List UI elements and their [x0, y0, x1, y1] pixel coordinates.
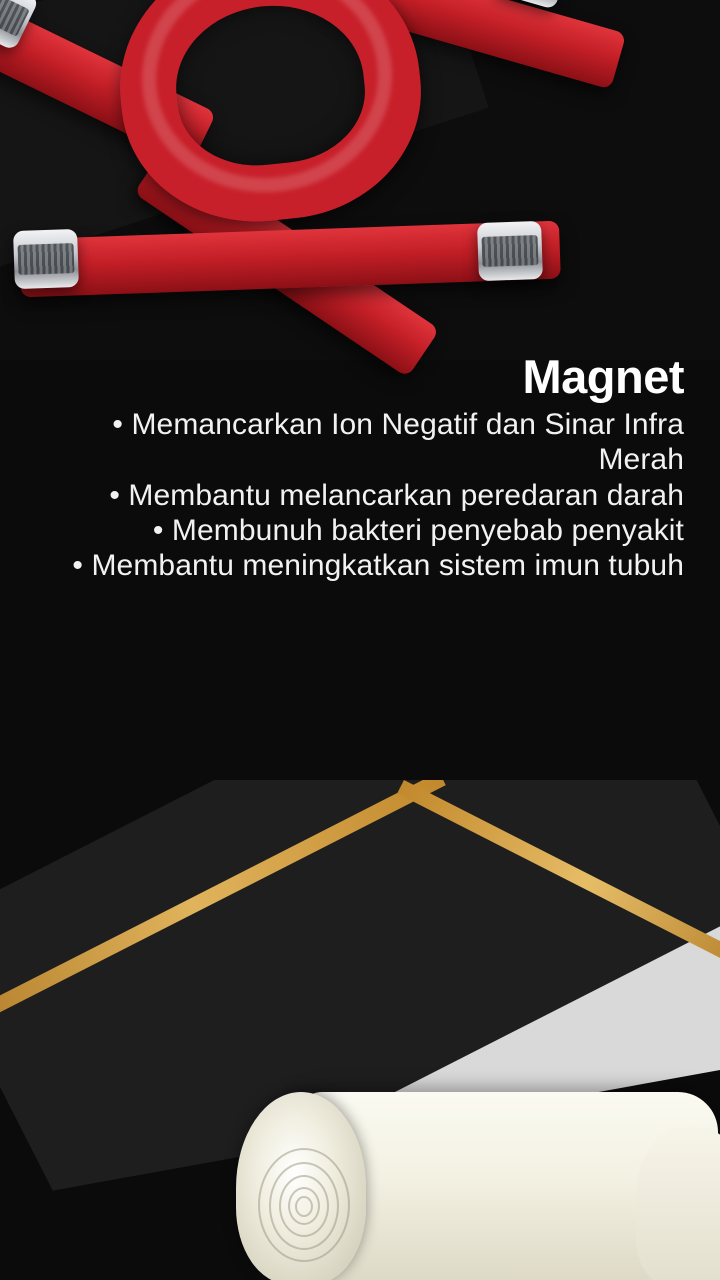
roll-spiral-ring: [295, 1196, 313, 1217]
magnet-pole-tip-lower-right: [477, 221, 543, 281]
magnet-icon: [0, 0, 620, 330]
lower-graphic: [0, 780, 720, 1280]
list-item: • Membantu meningkatkan sistem imun tubuh: [44, 548, 684, 583]
rolled-mattress-image: [236, 1076, 706, 1280]
magnet-pole-tip-lower-left: [13, 229, 79, 289]
benefits-list: [44, 407, 684, 582]
list-item: • Membantu melancarkan peredaran darah: [44, 478, 684, 513]
page-title: Magnet: [522, 350, 684, 403]
mattress-far-end: [636, 1126, 720, 1280]
list-item: • Memancarkan Ion Negatif dan Sinar Infra Merah: [44, 407, 684, 477]
text-block: [44, 352, 684, 583]
mattress-roll-end: [236, 1092, 366, 1280]
list-item: • Membunuh bakteri penyebab penyakit: [44, 513, 684, 548]
